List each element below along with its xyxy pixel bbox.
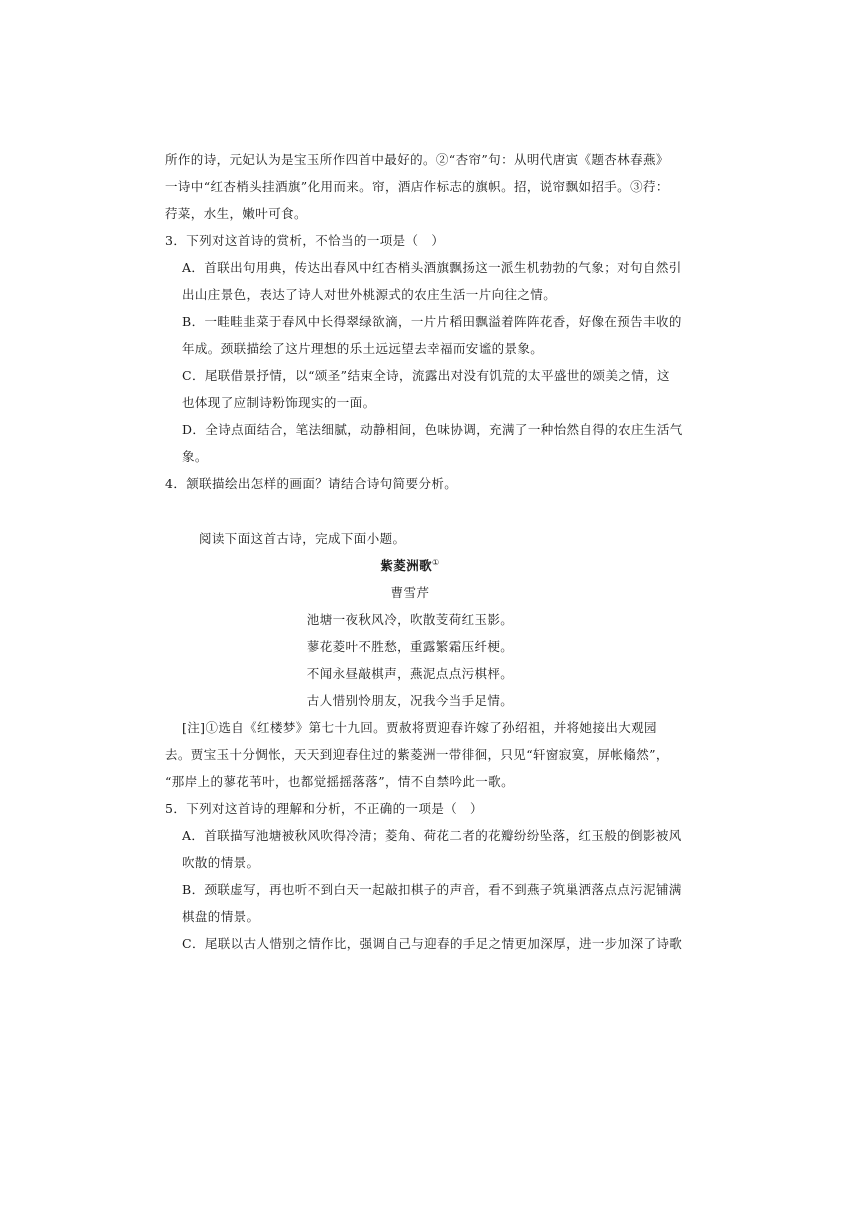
question-5-option-b-line-2: 棋盘的情景。 bbox=[182, 909, 260, 924]
annotation-line-3: 荇菜，水生，嫩叶可食。 bbox=[165, 206, 307, 221]
question-3-option-c-line-2: 也体现了应制诗粉饰现实的一面。 bbox=[182, 395, 376, 410]
poem-note-line-1: [注]①选自《红楼梦》第七十九回。贾赦将贾迎春许嫁了孙绍祖，并将她接出大观园 bbox=[182, 720, 657, 735]
question-3-option-b-line-2: 年成。颈联描绘了这片理想的乐土远远望去幸福而安谧的景象。 bbox=[182, 341, 544, 356]
question-3-stem: 3．下列对这首诗的赏析，不恰当的一项是（ ） bbox=[165, 233, 445, 248]
question-5-option-b-line-1: B．颈联虚写，再也听不到白天一起敲扣棋子的声音，看不到燕子筑巢洒落点点污泥铺满 bbox=[182, 882, 682, 897]
poem-line-4: 古人惜别怜朋友，况我今当手足情。 bbox=[306, 693, 514, 708]
poem-note-line-2: 去。贾宝玉十分惆怅，天天到迎春住过的紫菱洲一带徘徊，只见“轩窗寂寞，屏帐翛然”， bbox=[165, 747, 669, 762]
question-3-option-b-line-1: B．一畦畦韭菜于春风中长得翠绿欲滴，一片片稻田飘溢着阵阵花香，好像在预告丰收的 bbox=[182, 314, 682, 329]
poem-line-1: 池塘一夜秋风冷，吹散芰荷红玉影。 bbox=[306, 612, 514, 627]
poem-line-2: 蓼花菱叶不胜愁，重露繁霜压纤梗。 bbox=[306, 639, 514, 654]
annotation-line-2: 一诗中“红杏梢头挂酒旗”化用而来。帘，酒店作标志的旗帜。招，说帘飘如招手。③荇： bbox=[165, 179, 669, 194]
question-3-option-a-line-2: 出山庄景色，表达了诗人对世外桃源式的农庄生活一片向往之情。 bbox=[182, 287, 557, 302]
question-5-option-a-line-1: A．首联描写池塘被秋风吹得冷清；菱角、荷花二者的花瓣纷纷坠落，红玉般的倒影被风 bbox=[182, 828, 682, 843]
question-5-option-c-line-1: C．尾联以古人惜别之情作比，强调自己与迎春的手足之情更加深厚，进一步加深了诗歌 bbox=[182, 936, 683, 951]
poem-note-line-3: “那岸上的蓼花苇叶，也都觉摇摇落落”，情不自禁吟此一歌。 bbox=[165, 774, 514, 789]
question-5-stem: 5．下列对这首诗的理解和分析，不正确的一项是（ ） bbox=[165, 801, 483, 816]
question-4-stem: 4．颔联描绘出怎样的画面？请结合诗句简要分析。 bbox=[165, 476, 458, 491]
poem-title bbox=[165, 552, 655, 579]
poem-author: 曹雪芹 bbox=[390, 585, 430, 600]
poem-title-text: 紫菱洲歌 bbox=[380, 558, 433, 573]
question-3-option-d-line-1: D．全诗点面结合，笔法细腻，动静相间，色味协调，充满了一种怡然自得的农庄生活气 bbox=[182, 422, 683, 437]
answer-space bbox=[165, 497, 655, 525]
document-content bbox=[165, 146, 683, 957]
question-3-option-a-line-1: A．首联出句用典，传达出春风中红杏梢头酒旗飘扬这一派生机勃勃的气象；对句自然引 bbox=[182, 260, 682, 275]
poem-line-3: 不闻永昼敲棋声，燕泥点点污棋枰。 bbox=[306, 666, 514, 681]
question-3-option-c-line-1: C．尾联借景抒情，以“颂圣”结束全诗，流露出对没有饥荒的太平盛世的颂美之情，这 bbox=[182, 368, 670, 383]
annotation-line-1: 所作的诗，元妃认为是宝玉所作四首中最好的。②“杏帘”句：从明代唐寅《题杏林春燕》 bbox=[165, 152, 669, 167]
question-3-option-d-line-2: 象。 bbox=[182, 449, 208, 464]
question-5-option-a-line-2: 吹散的情景。 bbox=[182, 855, 260, 870]
poem-title-note-marker: ① bbox=[432, 557, 440, 567]
reading-instruction: 阅读下面这首古诗，完成下面小题。 bbox=[199, 531, 406, 546]
